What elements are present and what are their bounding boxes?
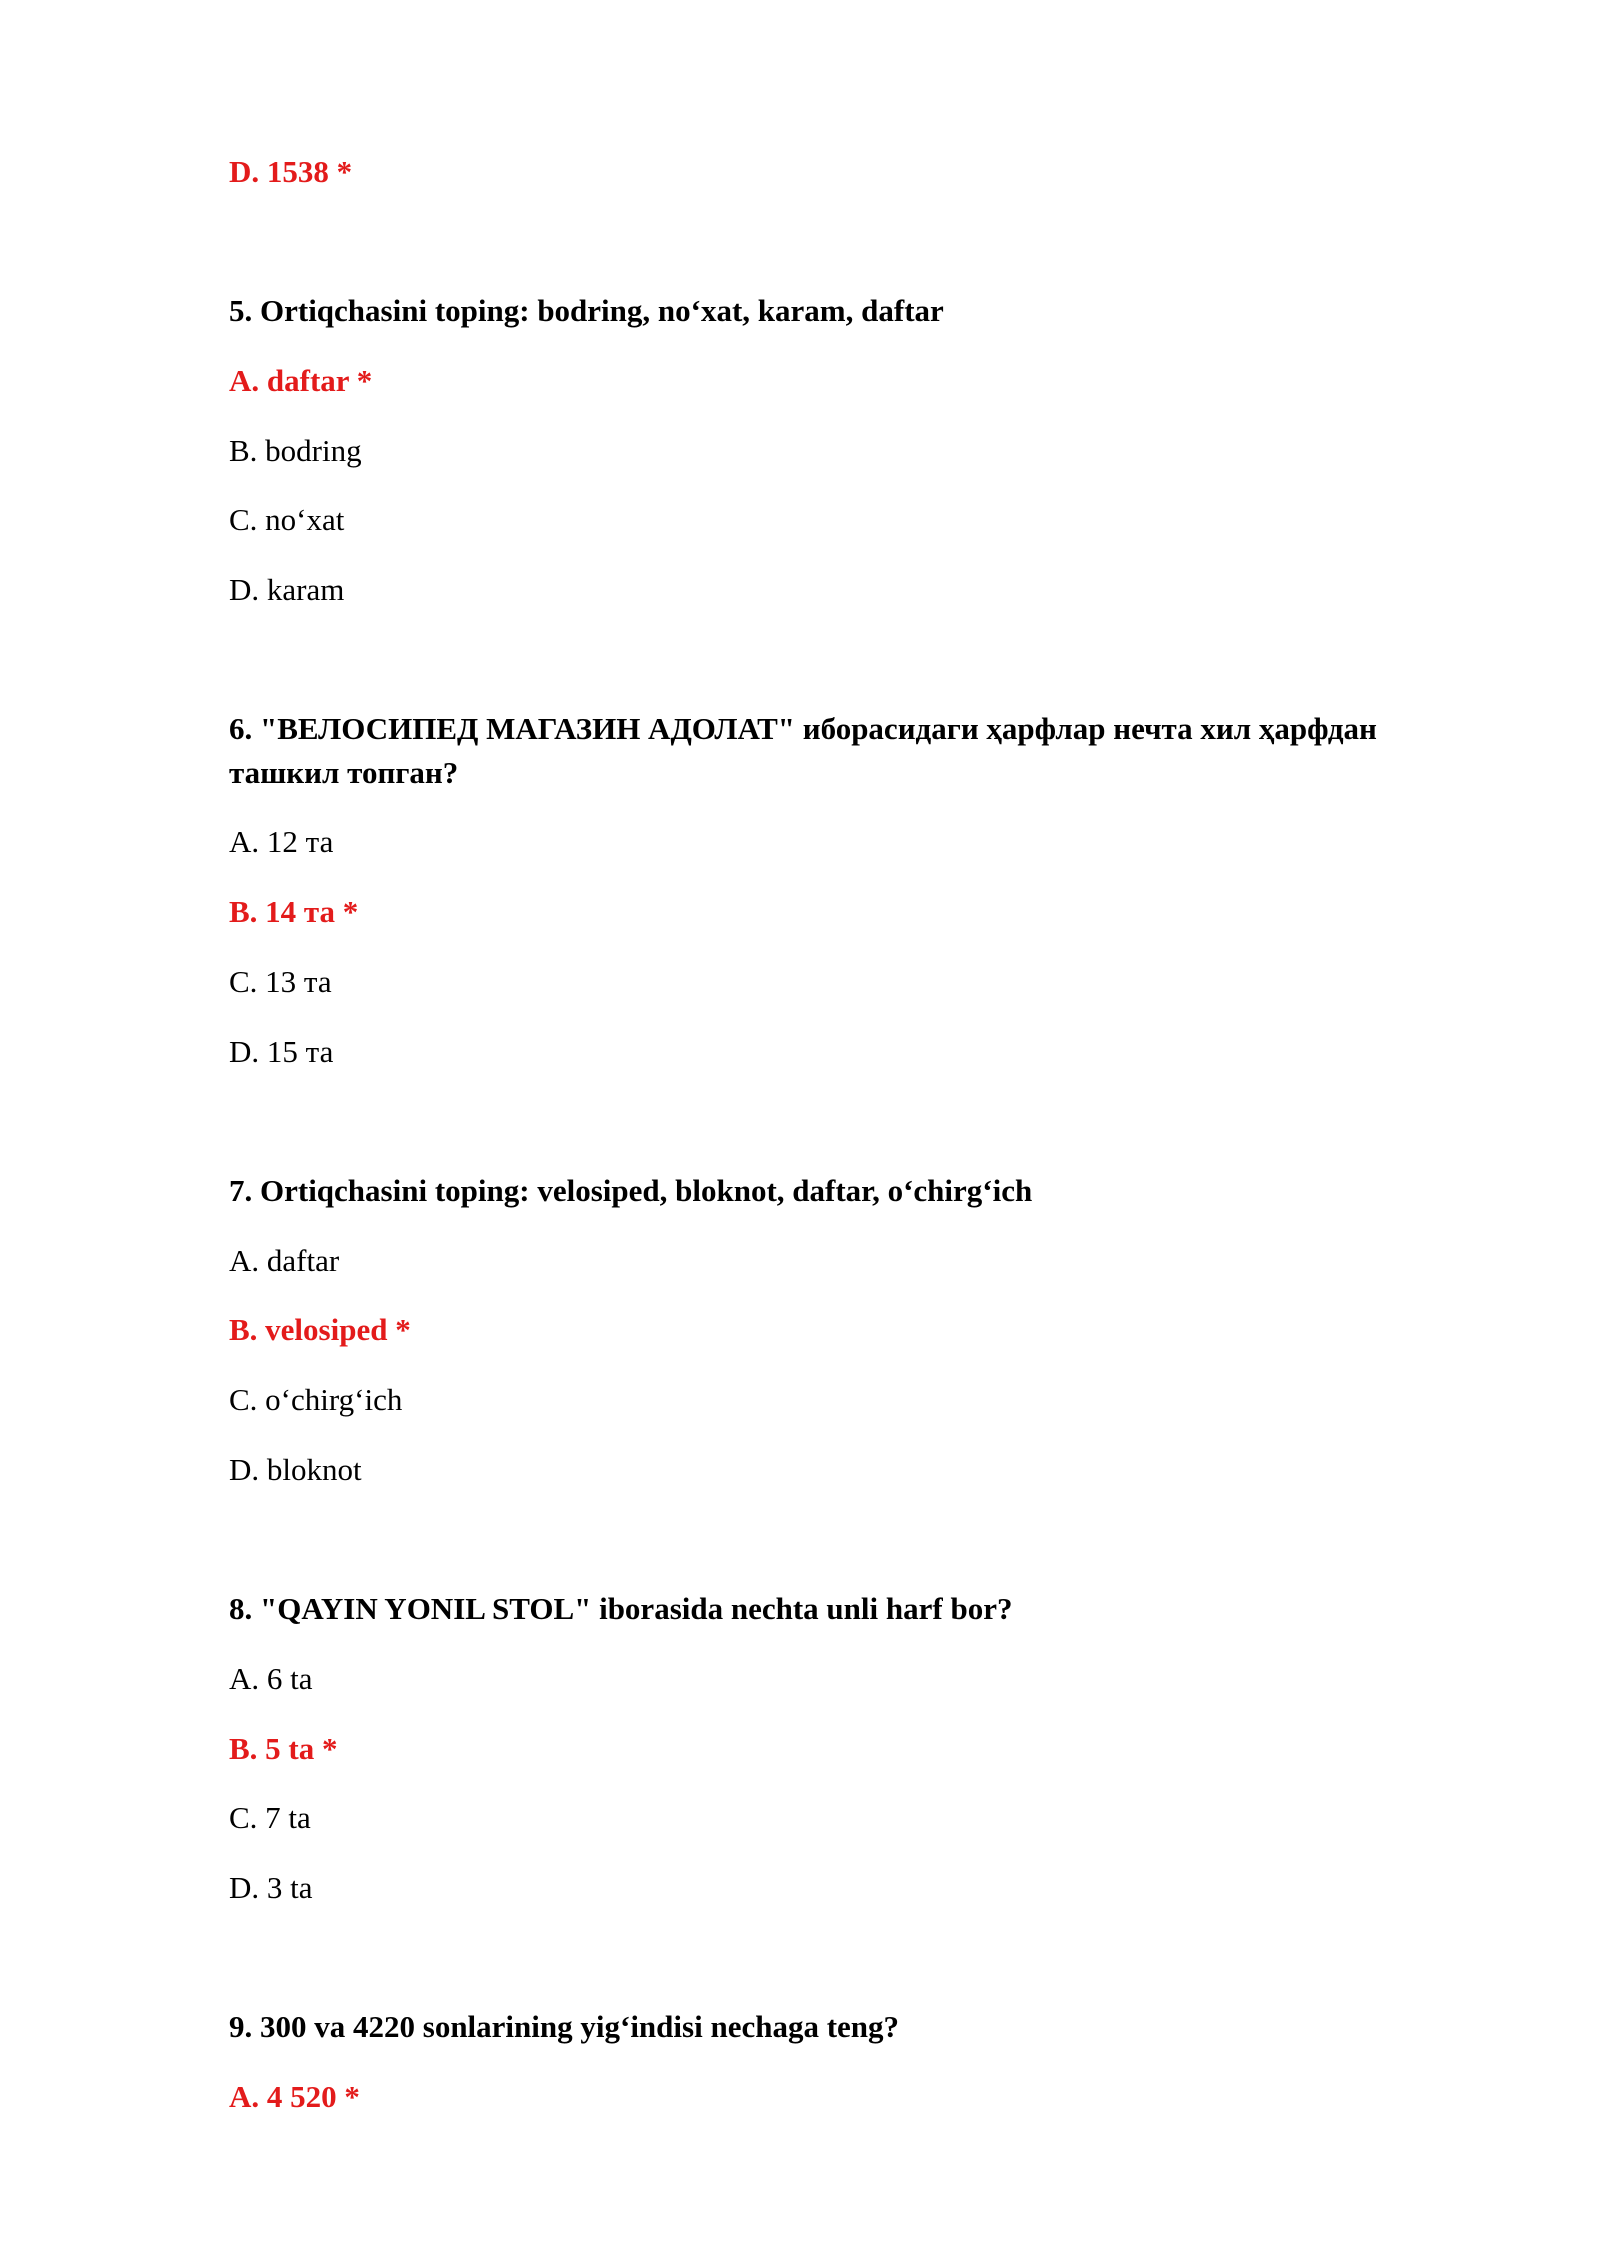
question-6-option-b: B. 14 та * bbox=[229, 894, 359, 929]
question-8-option-c: C. 7 ta bbox=[229, 1800, 311, 1835]
question-8-option-b: B. 5 ta * bbox=[229, 1731, 338, 1766]
question-5-option-a: A. daftar * bbox=[229, 363, 373, 398]
question-5-option-b: B. bodring bbox=[229, 433, 362, 468]
question-8-option-d: D. 3 ta bbox=[229, 1870, 313, 1905]
question-8-option-a: A. 6 ta bbox=[229, 1661, 313, 1696]
question-9-text: 9. 300 va 4220 sonlarining yig‘indisi nechaga teng? bbox=[229, 2009, 900, 2044]
question-7-text: 7. Ortiqchasini toping: velosiped, bloknot, daftar, o‘chirg‘ich bbox=[229, 1173, 1033, 1208]
question-6-text-line1: 6. "ВЕЛОСИПЕД МАГАЗИН АДОЛАТ" иборасидаги ҳарфлар нечта хил ҳарфдан bbox=[229, 711, 1377, 746]
question-5-text: 5. Ortiqchasini toping: bodring, no‘xat, karam, daftar bbox=[229, 293, 944, 328]
question-5-option-d: D. karam bbox=[229, 572, 345, 607]
question-6-option-a: A. 12 та bbox=[229, 824, 334, 859]
question-7-option-d: D. bloknot bbox=[229, 1452, 362, 1487]
question-7-option-c: C. o‘chirg‘ich bbox=[229, 1382, 403, 1417]
question-7-option-b: B. velosiped * bbox=[229, 1312, 411, 1347]
question-6-option-c: C. 13 та bbox=[229, 964, 332, 999]
question-7-option-a: A. daftar bbox=[229, 1243, 340, 1278]
question-9-option-a: A. 4 520 * bbox=[229, 2079, 360, 2114]
question-5-option-c: C. no‘xat bbox=[229, 502, 345, 537]
answer-option-correct: D. 1538 * bbox=[229, 154, 353, 189]
question-8-text: 8. "QAYIN YONIL STOL" iborasida nechta unli harf bor? bbox=[229, 1591, 1013, 1626]
question-6-option-d: D. 15 та bbox=[229, 1034, 334, 1069]
question-6-text-line2: ташкил топган? bbox=[229, 755, 459, 790]
